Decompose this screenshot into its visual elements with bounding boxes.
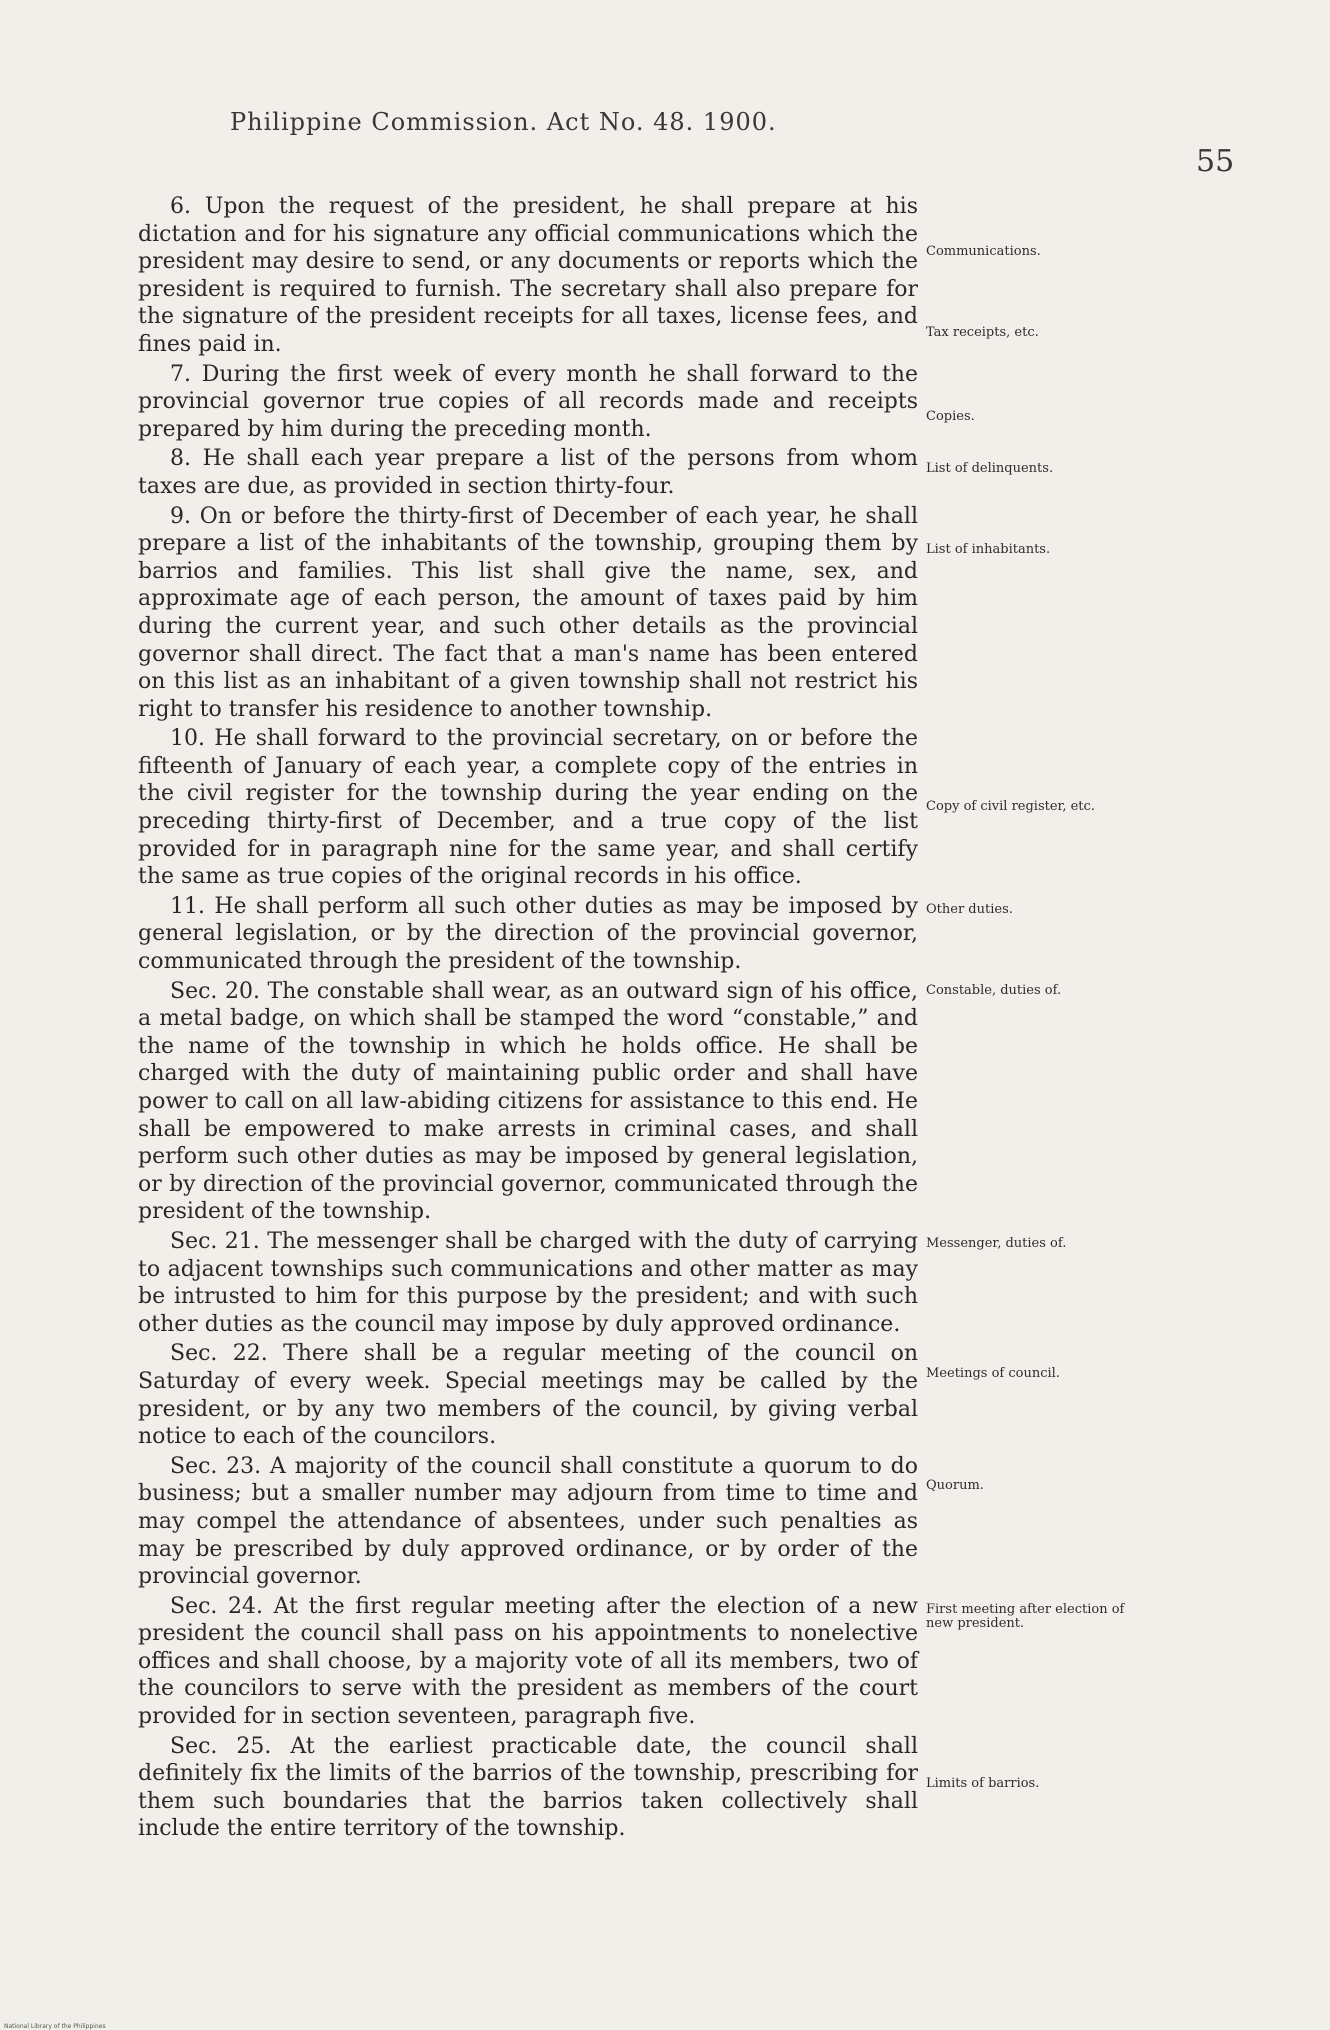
margin-note: Copies. [926,409,975,424]
margin-note: First meeting after election of new president. [926,1602,1125,1631]
section-21: Sec. 21. The messenger shall be charged with the duty of carrying to adjacent townships such communications and other matter as may be intrusted to him for this purpose by the president; and with such other duties as the council may impose by duly approved ordinance. [138,1228,918,1337]
margin-note: List of delinquents. [926,461,1054,476]
margin-note: Communications. [926,244,1041,259]
footer-imprint: National Library of the Philippines [4,2023,106,2030]
paragraph: 8. He shall each year prepare a list of the persons from whom taxes are due, as provided in section thirty-four. [138,446,918,499]
section-20: Sec. 20. The constable shall wear, as an outward sign of his office, a metal badge, on which shall be stamped the word “constable,” and the name of the township in which he holds office. He shall be charged with the duty of maintaining public order and shall have power to call on all law-abiding citizens for assistance to this end. He shall be empowered to make arrests in criminal cases, and shall perform such other duties as may be imposed by general legislation, or by direction of the provincial governor, communicated through the president of the township. [138,978,918,1225]
section-22: Sec. 22. There shall be a regular meeting of the council on Saturday of every week. Special meetings may be called by the president, or by any two members of the council, by giving verbal notice to each of the councilors. [138,1341,918,1450]
paragraph: 6. Upon the request of the president, he shall prepare at his dictation and for his signature any official communications which the president may desire to send, or any documents or reports which the president is required to furnish. The secretary shall also prepare for the signature of the president receipts for all taxes, license fees, and fines paid in. [138,194,918,357]
section-24: Sec. 24. At the first regular meeting after the election of a new president the council shall pass on his appointments to nonelective offices and shall choose, by a majority vote of all its members, two of the councilors to serve with the president as members of the court provided for in section seventeen, paragraph five. [138,1593,918,1730]
paragraph: 9. On or before the thirty-first of December of each year, he shall prepare a list of the inhabitants of the township, grouping them by barrios and families. This list shall give the name, sex, and approximate age of each person, the amount of taxes paid by him during the current year, and such other details as the provincial governor shall direct. The fact that a man's name has been entered on this list as an inhabitant of a given township shall not restrict his right to transfer his residence to another township. [138,503,918,722]
section-23: Sec. 23. A majority of the council shall constitute a quorum to do business; but a smaller number may adjourn from time to time and may compel the attendance of absentees, under such penalties as may be prescribed by duly approved ordinance, or by order of the provincial governor. [138,1453,918,1590]
paragraph: 11. He shall perform all such other duties as may be imposed by general legislation, or by the direction of the provincial governor, communicated through the president of the township. [138,893,918,975]
paragraph: 10. He shall forward to the provincial secretary, on or before the fifteenth of January of each year, a complete copy of the entries in the civil register for the township during the year ending on the preceding thirty-first of December, and a true copy of the list provided for in paragraph nine for the same year, and shall certify the same as true copies of the original records in his office. [138,726,918,890]
page-number: 55 [1196,144,1235,179]
paragraph: 7. During the first week of every month he shall forward to the provincial governor true copies of all records made and receipts prepared by him during the preceding month. [138,361,918,442]
margin-note: Tax receipts, etc. [926,325,1039,340]
margin-note: Meetings of council. [926,1366,1060,1381]
margin-note: Limits of barrios. [926,1776,1040,1791]
running-title: Philippine Commission. Act No. 48. 1900. [230,108,777,136]
body-text [138,193,918,1845]
margin-note: Messenger, duties of. [926,1236,1067,1251]
section-25: Sec. 25. At the earliest practicable date, the council shall definitely fix the limits of the barrios of the township, prescribing for them such boundaries that the barrios taken collectively shall include the entire territory of the township. [138,1733,918,1842]
margin-note: List of inhabitants. [926,542,1051,557]
margin-note: Constable, duties of. [926,983,1062,998]
margin-note: Copy of civil register, etc. [926,799,1095,814]
margin-note: Other duties. [926,902,1013,917]
margin-note: Quorum. [926,1478,984,1493]
